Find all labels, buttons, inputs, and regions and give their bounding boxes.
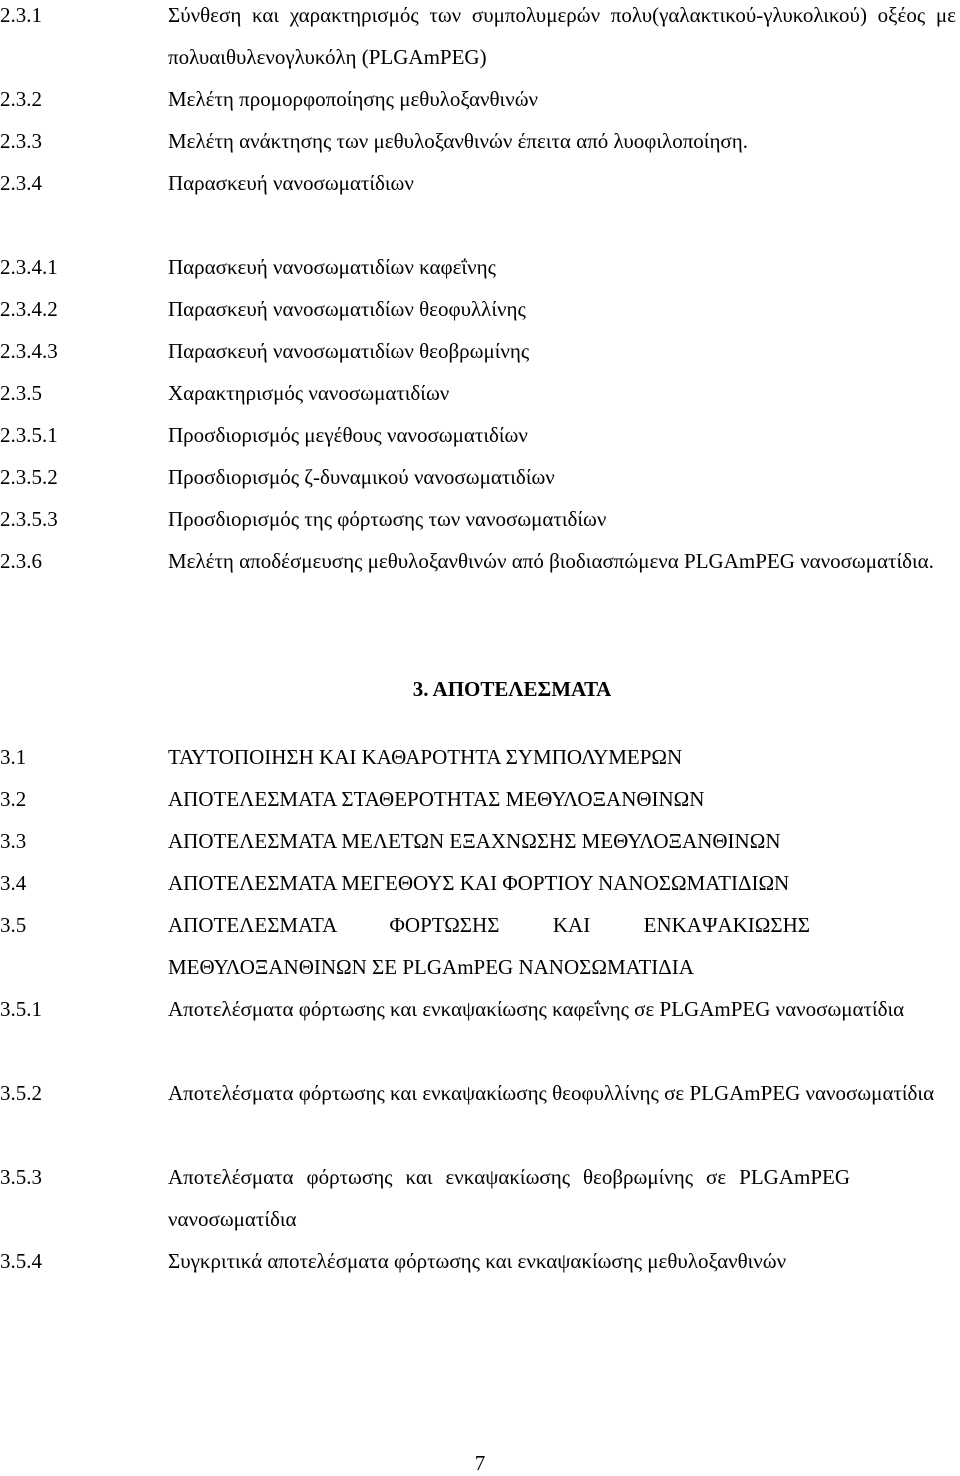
toc-entry-title: ΑΠΟΤΕΛΕΣΜΑΤΑ ΜΕΛΕΤΩΝ ΕΞΑΧΝΩΣΗΣ ΜΕΘΥΛΟΞΑΝΘΙΝΩΝ bbox=[168, 829, 781, 853]
toc-entry bbox=[0, 548, 960, 590]
toc-entry-number: 2.3.3 bbox=[0, 129, 42, 153]
toc-entry-number: 2.3.5 bbox=[0, 381, 42, 405]
toc-entry-number: 2.3.4 bbox=[0, 171, 42, 195]
toc-entry bbox=[0, 464, 960, 506]
toc-entry-number: 3.5.3 bbox=[0, 1165, 42, 1189]
toc-entry-number: 3.2 bbox=[0, 787, 27, 811]
toc-entry-title: Μελέτη προμορφοποίησης μεθυλοξανθινών bbox=[168, 87, 539, 111]
toc-entry-title: ΑΠΟΤΕΛΕΣΜΑΤΑ ΜΕΓΕΘΟΥΣ ΚΑΙ ΦΟΡΤΙΟΥ ΝΑΝΟΣΩΜΑΤΙΔΙΩΝ bbox=[168, 871, 790, 895]
chapter-heading-text: 3. ΑΠΟΤΕΛΕΣΜΑΤΑ bbox=[412, 677, 612, 701]
toc-entry bbox=[0, 744, 960, 786]
toc-entry bbox=[0, 996, 960, 1038]
toc-entry-title: Χαρακτηρισμός νανοσωματιδίων bbox=[168, 381, 450, 405]
toc-entry bbox=[0, 296, 960, 338]
toc-entry bbox=[0, 128, 960, 170]
toc-entry-number: 3.5.2 bbox=[0, 1081, 42, 1105]
toc-entry bbox=[0, 828, 960, 870]
toc-entry bbox=[0, 912, 960, 979]
toc-entry-number: 3.5 bbox=[0, 913, 27, 937]
toc-entry-title: Αποτελέσματα φόρτωσης και ενκαψακίωσης θεοβρωμίνης σε PLGAmPEG νανοσωματίδια bbox=[168, 1165, 850, 1231]
toc-entry-number: 3.5.1 bbox=[0, 997, 42, 1021]
toc-entry-number: 2.3.2 bbox=[0, 87, 42, 111]
toc-entry-number: 2.3.5.2 bbox=[0, 465, 58, 489]
toc-entry-title: Μελέτη αποδέσμευσης μεθυλοξανθινών από βιοδιασπώμενα PLGAmPEG νανοσωματίδια. bbox=[168, 549, 934, 573]
toc-entry bbox=[0, 170, 960, 212]
toc-entry-title: Συγκριτικά αποτελέσματα φόρτωσης και ενκαψακίωσης μεθυλοξανθινών bbox=[168, 1249, 787, 1273]
toc-entry-number: 3.3 bbox=[0, 829, 27, 853]
toc-entry-number: 2.3.5.3 bbox=[0, 507, 58, 531]
toc-entry-title: Παρασκευή νανοσωματίδιων bbox=[168, 171, 414, 195]
toc-entry bbox=[0, 338, 960, 380]
toc-entry-number: 2.3.4.3 bbox=[0, 339, 58, 363]
toc-entry bbox=[0, 1164, 960, 1231]
toc-entry-number: 2.3.6 bbox=[0, 549, 42, 573]
toc-entry bbox=[0, 86, 960, 128]
toc-entry-number: 2.3.4.1 bbox=[0, 255, 58, 279]
toc-entry bbox=[0, 254, 960, 296]
toc-entry-title: Αποτελέσματα φόρτωσης και ενκαψακίωσης θεοφυλλίνης σε PLGAmPEG νανοσωματίδια bbox=[168, 1081, 935, 1105]
toc-entry-title: Σύνθεση και χαρακτηρισμός των συμπολυμερών πολυ(γαλακτικού-γλυκολικού) οξέος με πολυαιθυλενογλυκόλη (PLGAmPEG) bbox=[168, 3, 956, 69]
toc-entry-number: 3.1 bbox=[0, 745, 27, 769]
toc-entry bbox=[0, 2, 960, 69]
page-number: 7 bbox=[474, 1451, 486, 1475]
toc-entry-number: 2.3.5.1 bbox=[0, 423, 58, 447]
toc-entry bbox=[0, 1248, 960, 1290]
toc-entry-number: 3.4 bbox=[0, 871, 27, 895]
toc-entry-title: Αποτελέσματα φόρτωσης και ενκαψακίωσης καφεΐνης σε PLGAmPEG νανοσωματίδια bbox=[168, 997, 905, 1021]
toc-entry-title: ΑΠΟΤΕΛΕΣΜΑΤΑ ΣΤΑΘΕΡΟΤΗΤΑΣ ΜΕΘΥΛΟΞΑΝΘΙΝΩΝ bbox=[168, 787, 705, 811]
toc-entry-title: Παρασκευή νανοσωματιδίων θεοβρωμίνης bbox=[168, 339, 530, 363]
toc-entry-title: Παρασκευή νανοσωματιδίων θεοφυλλίνης bbox=[168, 297, 526, 321]
chapter-heading bbox=[0, 676, 960, 702]
toc-entry-title: Προσδιορισμός ζ-δυναμικού νανοσωματιδίων bbox=[168, 465, 555, 489]
toc-entry bbox=[0, 422, 960, 464]
toc-entry-number: 3.5.4 bbox=[0, 1249, 42, 1273]
toc-entry bbox=[0, 786, 960, 828]
toc-entry-number: 2.3.4.2 bbox=[0, 297, 58, 321]
toc-entry-number: 2.3.1 bbox=[0, 3, 42, 27]
toc-entry-title: ΤΑΥΤΟΠΟΙΗΣΗ ΚΑΙ ΚΑΘΑΡΟΤΗΤΑ ΣΥΜΠΟΛΥΜΕΡΩΝ bbox=[168, 745, 683, 769]
toc-entry bbox=[0, 1080, 960, 1122]
toc-entry-title: Προσδιορισμός μεγέθους νανοσωματιδίων bbox=[168, 423, 528, 447]
toc-entry bbox=[0, 380, 960, 422]
toc-entry-title: ΑΠΟΤΕΛΕΣΜΑΤΑ ΦΟΡΤΩΣΗΣ ΚΑΙ ΕΝΚΑΨΑΚΙΩΣΗΣ ΜΕΘΥΛΟΞΑΝΘΙΝΩΝ ΣΕ PLGAmPEG ΝΑΝΟΣΩΜΑΤΙΔΙΑ bbox=[168, 913, 810, 979]
toc-entry-title: Μελέτη ανάκτησης των μεθυλοξανθινών έπειτα από λυοφιλοποίηση. bbox=[168, 129, 748, 153]
toc-entry-title: Παρασκευή νανοσωματιδίων καφεΐνης bbox=[168, 255, 496, 279]
toc-entry-title: Προσδιορισμός της φόρτωσης των νανοσωματιδίων bbox=[168, 507, 607, 531]
